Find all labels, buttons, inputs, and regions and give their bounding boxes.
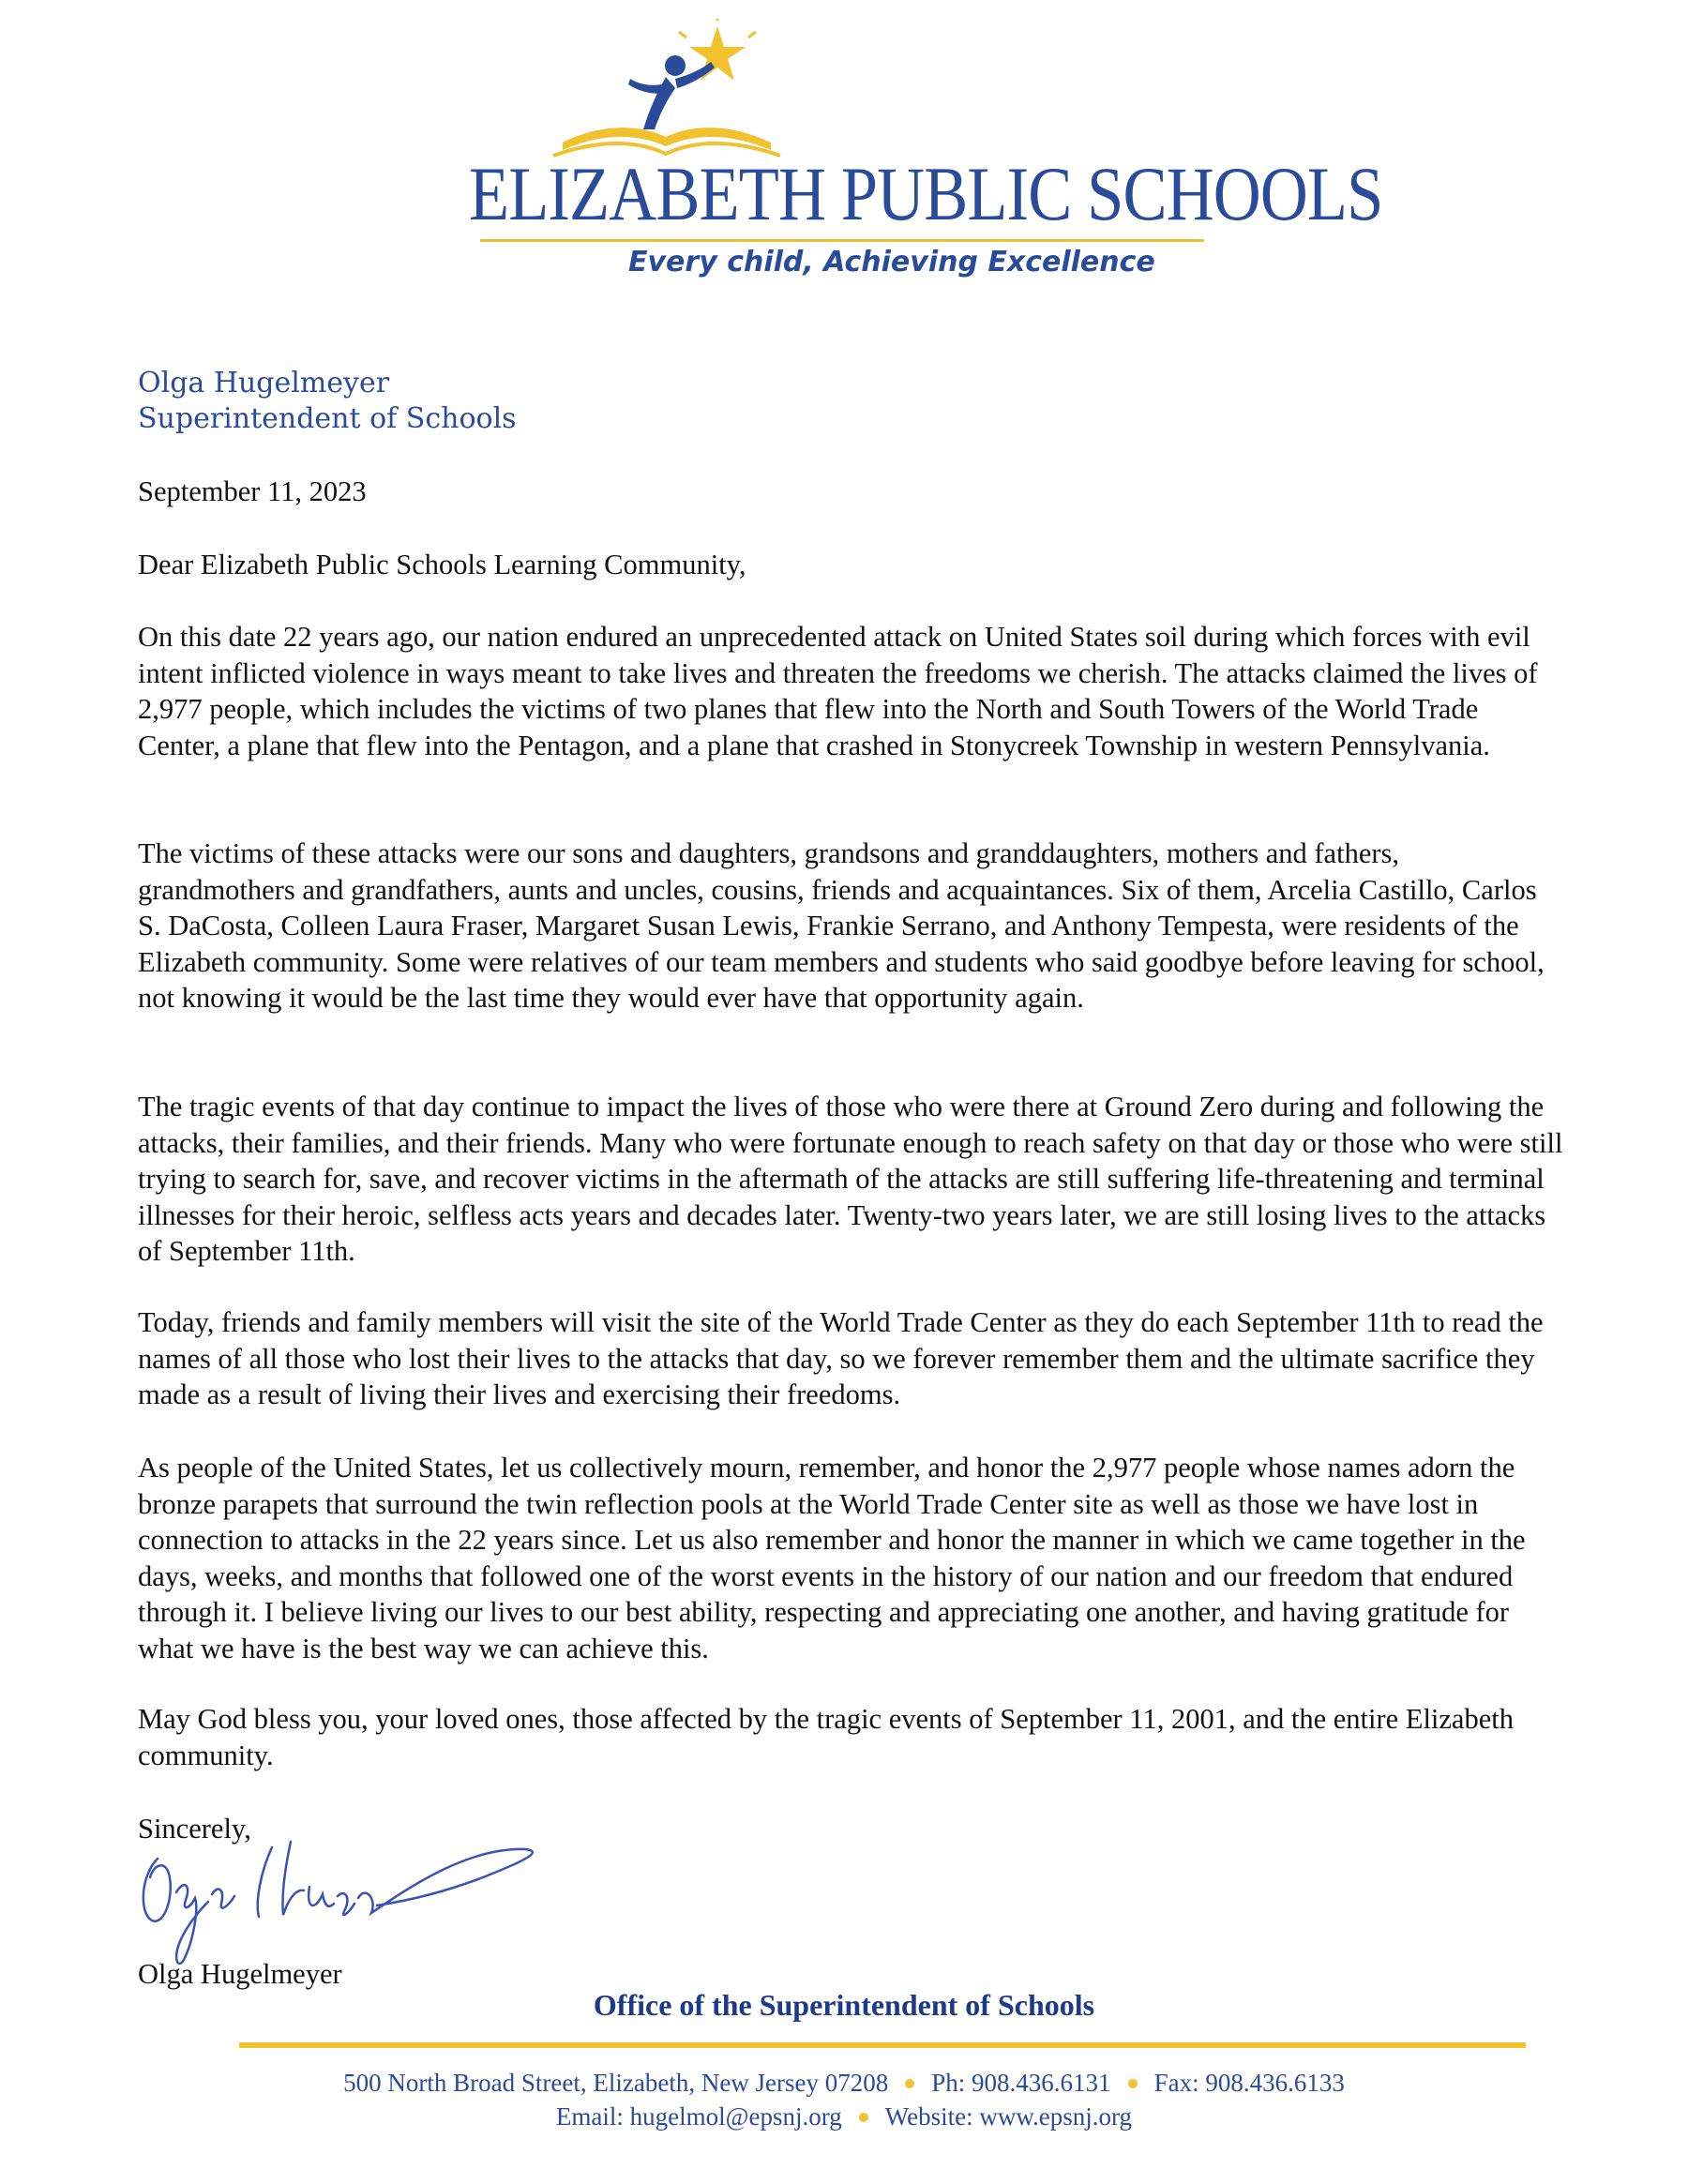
footer-online-line [0, 2102, 1688, 2131]
handwritten-signature [131, 1819, 544, 1979]
footer-website[interactable]: Website: www.epsnj.org [884, 2102, 1133, 2131]
bullet-dot-icon [905, 2079, 914, 2088]
footer-contact-line [0, 2069, 1688, 2098]
letter-paragraph: The victims of these attacks were our sons and daughters, grandsons and granddaughters, mothers and fathers, grandmothers and grandfathers, aunts and uncles, cousins, friends and acquaintances. Six of them, Arcelia Castillo, Carlos S. DaCosta, Colleen Laura Fraser, Margaret Susan Lewis, Frankie Serrano, and Anthony Tempesta, were residents of the Elizabeth community. Some were relatives of our team members and students who said goodbye before leaving for school, not knowing it would be the last time they would ever have that opportunity again. [138, 837, 1545, 1014]
organization-name: ELIZABETH PUBLIC SCHOOLS [469, 151, 1383, 236]
footer-phone: Ph: 908.436.6131 [931, 2069, 1111, 2097]
letter-closing: Sincerely, [138, 1813, 251, 1845]
letter-signer: Olga Hugelmeyer [138, 1958, 342, 1990]
school-logo-icon [525, 19, 806, 169]
letterhead-divider [480, 239, 1204, 242]
letter-salutation: Dear Elizabeth Public Schools Learning Community, [138, 549, 746, 580]
organization-tagline: Every child, Achieving Excellence [628, 246, 1155, 279]
sender-block [138, 366, 517, 437]
footer-office-title: Office of the Superintendent of Schools [593, 1988, 1095, 2022]
footer-fax: Fax: 908.436.6133 [1153, 2069, 1345, 2097]
bullet-dot-icon [859, 2113, 868, 2122]
letter-paragraph: The tragic events of that day continue to impact the lives of those who were there at Ground Zero during and following the attacks, their families, and their friends. Many who were fortunate enough to reach safety on that day or those who were still trying to search for, save, and recover victims in the aftermath of the attacks are still suffering life-threatening and terminal illnesses for their heroic, selfless acts years and decades later. Twenty-two years later, we are still losing lives to the attacks of September 11th. [138, 1091, 1563, 1267]
footer-divider [239, 2042, 1526, 2048]
letter-date: September 11, 2023 [138, 475, 367, 507]
footer-email[interactable]: Email: hugelmol@epsnj.org [555, 2102, 842, 2131]
sender-title: Superintendent of Schools [138, 402, 517, 435]
letter-paragraph: On this date 22 years ago, our nation endured an unprecedented attack on United States soil during which forces with evil intent inflicted violence in ways meant to take lives and threaten the freedoms we cherish. The attacks claimed the lives of 2,977 people, which includes the victims of two planes that flew into the North and South Towers of the World Trade Center, a plane that flew into the Pentagon, and a plane that crashed in Stonycreek Township in western Pennsylvania. [138, 621, 1538, 761]
letter-paragraph: As people of the United States, let us collectively mourn, remember, and honor the 2,977 people whose names adorn the bronze parapets that surround the twin reflection pools at the World Trade Center site as well as those we have lost in connection to attacks in the 22 years since. Let us also remember and honor the manner in which we came together in the days, weeks, and months that followed one of the worst events in the history of our nation and our freedom that endured through it. I believe living our lives to our best ability, respecting and appreciating one another, and having gratitude for what we have is the best way we can achieve this. [138, 1452, 1526, 1664]
letter-paragraph: May God bless you, your loved ones, those affected by the tragic events of September 11, 2001, and the entire Elizabeth community. [138, 1703, 1514, 1771]
letter-paragraph: Today, friends and family members will visit the site of the World Trade Center as they do each September 11th to read the names of all those who lost their lives to the attacks that day, so we forever remember them and the ultimate sacrifice they made as a result of living their lives and exercising their freedoms. [138, 1306, 1544, 1410]
sender-name: Olga Hugelmeyer [138, 367, 390, 399]
bullet-dot-icon [1128, 2079, 1138, 2088]
footer-address: 500 North Broad Street, Elizabeth, New Jersey 07208 [343, 2069, 889, 2097]
